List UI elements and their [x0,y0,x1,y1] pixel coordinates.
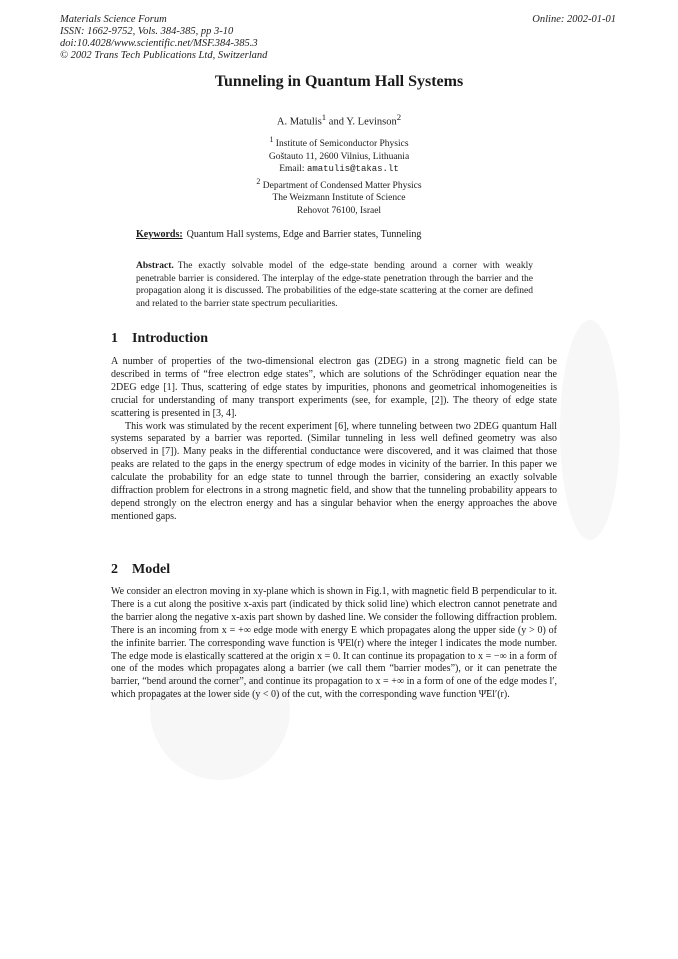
introduction-body [111,356,557,524]
affiliation-superscript: 1 [269,135,274,144]
email-line [0,163,678,176]
copyright-line: © 2002 Trans Tech Publications Ltd, Switzerland [60,50,268,61]
institution-address: Rehovot 76100, Israel [296,205,382,216]
keywords-text: Quantum Hall systems, Edge and Barrier states, Tunneling [186,229,422,240]
paragraph: A number of properties of the two-dimensional electron gas (2DEG) in a strong magnetic field can be described in terms of “free electron edge states”, which are solutions of the Schrödinger equation near the 2DEG edge [1]. Thus, scattering of edge states by impurities, phonons and geometrical inhomogeneities is crucial for understanding of many transport experiments (see, for example, [2]). The theory of edge state scattering is presented in [3, 4]. [111,356,557,419]
scan-mark [560,320,620,540]
section-title: Introduction [132,331,208,346]
author-superscript: 1 [321,112,327,122]
affiliation-1 [0,134,678,151]
publication-header [60,14,267,62]
section-heading-model [111,562,170,578]
paper-title: Tunneling in Quantum Hall Systems [214,73,464,90]
institution-name: Institute of Semiconductor Physics [273,139,409,150]
email-address: amatulis@takas.lt [306,164,399,175]
section-heading-introduction [111,331,208,347]
section-number: 2 [111,562,118,577]
affiliation-2 [0,176,678,193]
affiliation-superscript: 2 [256,176,261,186]
institution-address: Goštauto 11, 2600 Vilnius, Lithuania [268,151,410,162]
author-superscript: 2 [396,112,402,122]
author-line [0,112,678,128]
abstract-text: The exactly solvable model of the edge-state bending around a corner with weakly penetrable barrier is considered. The interplay of the edge-state penetration through the barrier and the propagation along it is discussed. The probabilities of the edge-state scattering at the corner are defined and related to the barrier state spectrum peculiarities. [136,261,533,309]
institution-name: The Weizmann Institute of Science [272,193,406,204]
model-body [111,586,557,702]
email-label: Email: [279,164,307,175]
doi-line: doi:10.4028/www.scientific.net/MSF.384-385.3 [60,38,258,49]
journal-name: Materials Science Forum [60,14,167,25]
issn-line: ISSN: 1662-9752, Vols. 384-385, pp 3-10 [60,26,234,37]
author-conjunction: and [326,116,347,128]
keywords-label: Keywords: [136,229,183,240]
paragraph: We consider an electron moving in xy-plane which is shown in Fig.1, with magnetic field B perpendicular to it. There is a cut along the positive x-axis part (indicated by thick solid line) which electron cannot penetrate and the barrier along the negative x-axis part shown by dashed line. We consider the following diffraction problem. There is an incoming from x = +∞ edge mode with energy E which propagates along the upper side (y > 0) of the infinite barrier. The corresponding wave function is ΨEl(r) where the integer l indicates the mode number. The edge mode is elastically scattered at the origin x = 0. It can continue its propagation to x = −∞ in a form of one of the modes which propagates along a barrier (we call them “barrier modes”), or it can penetrate the barrier, “bend around the corner”, and continue its propagation to x = +∞ in a form of one of the edge modes l′, which propagates at the lower side (y < 0) of the cut, with the corresponding wave function Ψ̃El′(r). [111,586,557,701]
institution-name: Department of Condensed Matter Physics [260,180,422,191]
paragraph: This work was stimulated by the recent experiment [6], where tunneling between two 2DEG quantum Hall systems separated by a barrier was reported. (Similar tunneling in less well defined geometry was also observed in [7]). Many peaks in the differential conductance were discovered, and it was claimed that those peaks are related to the gaps in the energy spectrum of edge modes in vicinity of the barrier. In this paper we calculate the probability for an edge state to tunnel through the barrier, considering an exactly solvable diffraction problem for electrons in a strong magnetic field, and show that the tunneling probability appears to depend strongly on the electron energy and has a singular behavior when the energy approaches the above mentioned gaps. [111,420,557,522]
author-name: A. Matulis [276,116,322,128]
online-date: Online: 2002-01-01 [532,14,616,25]
abstract [136,260,533,310]
section-title: Model [132,562,171,577]
author-name: Y. Levinson [346,116,397,128]
abstract-label: Abstract. [136,261,174,271]
section-number: 1 [111,331,118,346]
affiliations [0,134,678,217]
keywords [136,229,556,240]
